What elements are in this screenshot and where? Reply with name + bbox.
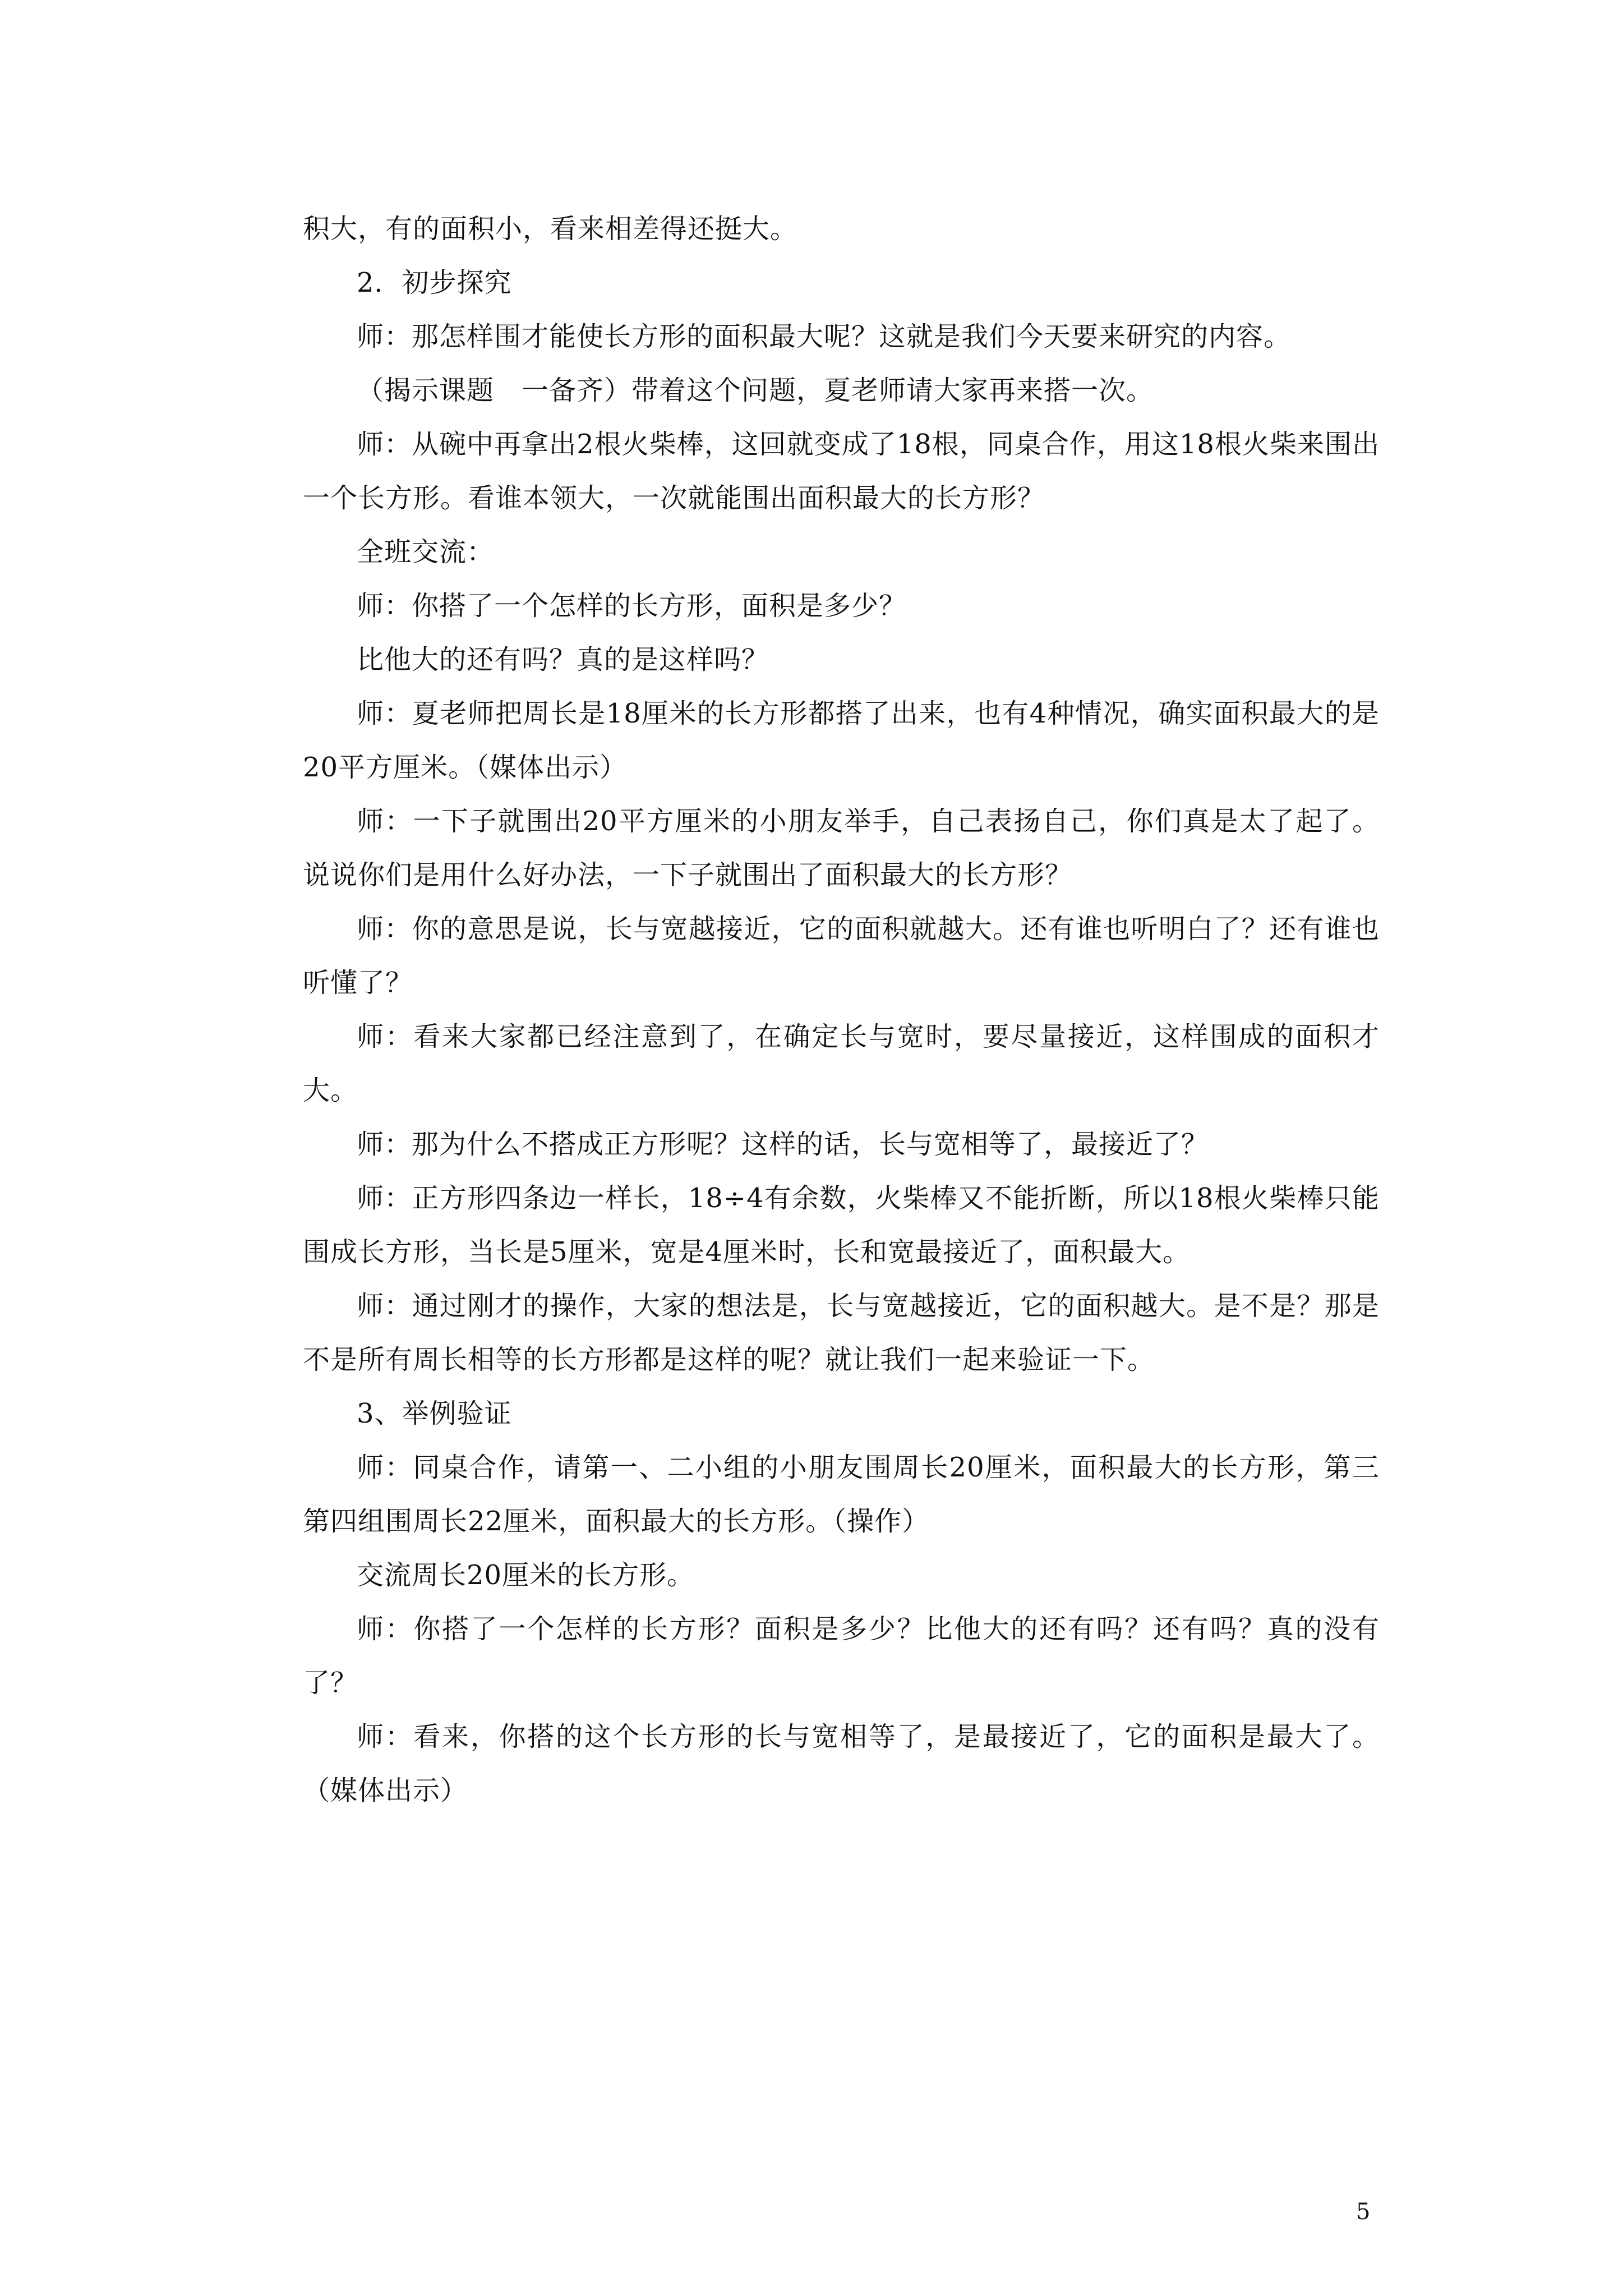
paragraph-6: 全班交流： bbox=[357, 536, 495, 568]
paragraph-14: 师：正方形四条边一样长，18÷4有余数，火柴棒又不能折断，所以18根火柴棒只能围成长方形，当长是5厘米，宽是4厘米时，长和宽最接近了，面积最大。 bbox=[303, 1182, 1380, 1268]
section-heading-3: 3、举例验证 bbox=[357, 1398, 512, 1429]
paragraph-13: 师：那为什么不搭成正方形呢？这样的话，长与宽相等了，最接近了？ bbox=[357, 1129, 1209, 1160]
paragraph-7: 师：你搭了一个怎样的长方形，面积是多少？ bbox=[357, 590, 907, 622]
paragraph-10: 师：一下子就围出20平方厘米的小朋友举手，自己表扬自己，你们真是太了起了。说说你们是用什么好办法，一下子就围出了面积最大的长方形？ bbox=[303, 806, 1380, 891]
section-heading-2: 2．初步探究 bbox=[357, 267, 512, 298]
paragraph-19: 师：你搭了一个怎样的长方形？面积是多少？比他大的还有吗？还有吗？真的没有了？ bbox=[303, 1613, 1380, 1699]
paragraph-8: 比他大的还有吗？真的是这样吗？ bbox=[357, 644, 769, 675]
paragraph-4: （揭示课题 一备齐）带着这个问题，夏老师请大家再来搭一次。 bbox=[357, 375, 1154, 406]
paragraph-20: 师：看来，你搭的这个长方形的长与宽相等了，是最接近了，它的面积是最大了。（媒体出示） bbox=[303, 1721, 1380, 1806]
paragraph-15: 师：通过刚才的操作，大家的想法是，长与宽越接近，它的面积越大。是不是？那是不是所有周长相等的长方形都是这样的呢？就让我们一起来验证一下。 bbox=[303, 1290, 1380, 1375]
page-number: 5 bbox=[1356, 2199, 1371, 2225]
paragraph-18: 交流周长20厘米的长方形。 bbox=[357, 1559, 695, 1591]
document-body bbox=[303, 202, 1380, 1818]
paragraph-9: 师：夏老师把周长是18厘米的长方形都搭了出来，也有4种情况，确实面积最大的是20平方厘米。（媒体出示） bbox=[303, 698, 1380, 783]
paragraph-11: 师：你的意思是说，长与宽越接近，它的面积就越大。还有谁也听明白了？还有谁也听懂了？ bbox=[303, 913, 1380, 999]
paragraph-5: 师：从碗中再拿出2根火柴棒，这回就变成了18根，同桌合作，用这18根火柴来围出一个长方形。看谁本领大，一次就能围出面积最大的长方形？ bbox=[303, 429, 1380, 514]
paragraph-1: 积大，有的面积小，看来相差得还挺大。 bbox=[303, 213, 798, 245]
paragraph-17: 师：同桌合作，请第一、二小组的小朋友围周长20厘米，面积最大的长方形，第三第四组围周长22厘米，面积最大的长方形。（操作） bbox=[303, 1452, 1380, 1537]
paragraph-12: 师：看来大家都已经注意到了，在确定长与宽时，要尽量接近，这样围成的面积才大。 bbox=[303, 1021, 1380, 1106]
paragraph-3: 师：那怎样围才能使长方形的面积最大呢？这就是我们今天要来研究的内容。 bbox=[357, 321, 1292, 352]
